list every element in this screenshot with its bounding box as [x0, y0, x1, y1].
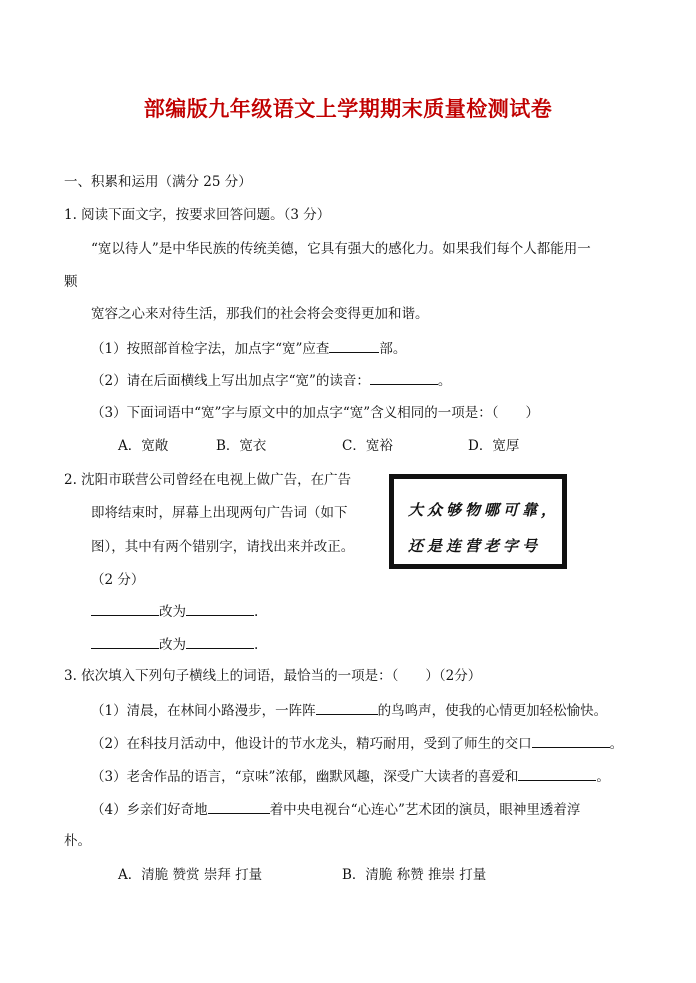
question-1-stem: 1. 阅读下面文字，按要求回答问题。（3 分） [64, 207, 331, 223]
answer-blank[interactable] [532, 734, 610, 748]
answer-blank[interactable] [518, 767, 596, 781]
answer-blank[interactable] [370, 371, 438, 385]
answer-blank[interactable] [329, 339, 379, 353]
answer-blank[interactable] [208, 800, 270, 814]
correction-end: . [254, 604, 259, 620]
answer-blank[interactable] [91, 602, 159, 616]
answer-blank[interactable] [186, 602, 254, 616]
page-title: 部编版九年级语文上学期期末质量检测试卷 [143, 97, 553, 121]
question-3-sentence-4-continued: 朴。 [64, 833, 91, 849]
question-3-sentence-1-suffix: 的鸟鸣声，使我的心情更加轻松愉快。 [377, 703, 608, 719]
question-1-sub-3: （3）下面词语中“宽”字与原文中的加点字“宽”含义相同的一项是：（ ） [91, 405, 539, 421]
correction-row-2 [91, 635, 258, 654]
question-3-sentence-2-prefix: （2）在科技月活动中，他设计的节水龙头，精巧耐用，受到了师生的交口 [91, 736, 532, 752]
question-3-sentence-4 [91, 800, 580, 819]
question-3-sentence-2 [91, 734, 623, 753]
option-d: D．宽厚 [468, 438, 520, 454]
question-1-sub-1-suffix: 部。 [379, 341, 407, 357]
question-1-sub-2 [91, 371, 451, 390]
correction-row-1 [91, 602, 258, 621]
option-a: A．宽敞 [118, 438, 169, 454]
question-3-sentence-1 [91, 701, 607, 720]
question-3-stem: 3. 依次填入下列句子横线上的词语，最恰当的一项是：（ ）（2分） [64, 668, 482, 684]
question-1-passage-line-3: 宽容之心来对待生活，那我们的社会将会变得更加和谐。 [91, 306, 429, 322]
question-3-sentence-3 [91, 767, 610, 786]
correction-word: 改为 [159, 637, 186, 653]
question-1-passage-line-1: “宽以待人”是中华民族的传统美德，它具有强大的感化力。如果我们每个人都能用一 [91, 241, 591, 257]
question-2-line-1: 2. 沈阳市联营公司曾经在电视上做广告，在广告 [64, 472, 352, 488]
question-3-sentence-4-suffix: 着中央电视台“心连心”艺术团的演员，眼神里透着淳 [269, 802, 581, 818]
question-1-sub-1 [91, 339, 406, 358]
correction-end: . [254, 637, 259, 653]
question-1-passage-line-2: 颗 [64, 274, 78, 290]
question-3-sentence-2-suffix: 。 [609, 736, 624, 752]
question-3-sentence-3-suffix: 。 [596, 769, 610, 785]
question-3-sentence-3-prefix: （3）老舍作品的语言，“京味”浓郁，幽默风趣，深受广大读者的喜爱和 [91, 769, 519, 785]
option-b: B．宽衣 [216, 438, 267, 454]
answer-blank[interactable] [316, 701, 378, 715]
correction-word: 改为 [159, 604, 186, 620]
question-3-sentence-4-prefix: （4）乡亲们好奇地 [91, 802, 208, 818]
question-3-option-a: A．清脆 赞赏 崇拜 打量 [118, 867, 263, 883]
question-2-line-2: 即将结束时，屏幕上出现两句广告词（如下 [91, 505, 348, 521]
question-1-sub-2-suffix: 。 [437, 373, 452, 389]
advertisement-box [389, 474, 567, 569]
section-heading: 一、积累和运用（满分 25 分） [64, 174, 252, 190]
question-2-line-3: 图），其中有两个错别字，请找出来并改正。 [91, 539, 355, 555]
answer-blank[interactable] [91, 635, 159, 649]
question-2-score: （2 分） [91, 572, 145, 588]
ad-slogan-line-1: 大众够物哪可靠， [408, 501, 561, 519]
question-1-sub-2-prefix: （2）请在后面横线上写出加点字“宽”的读音： [91, 373, 370, 389]
option-c: C．宽裕 [342, 438, 393, 454]
ad-slogan-line-2: 还是连营老字号 [408, 537, 542, 555]
question-3-option-b: B．清脆 称赞 推崇 打量 [342, 867, 487, 883]
question-3-sentence-1-prefix: （1）清晨，在林间小路漫步，一阵阵 [91, 703, 316, 719]
question-1-sub-1-prefix: （1）按照部首检字法，加点字“宽”应查 [91, 341, 330, 357]
answer-blank[interactable] [186, 635, 254, 649]
